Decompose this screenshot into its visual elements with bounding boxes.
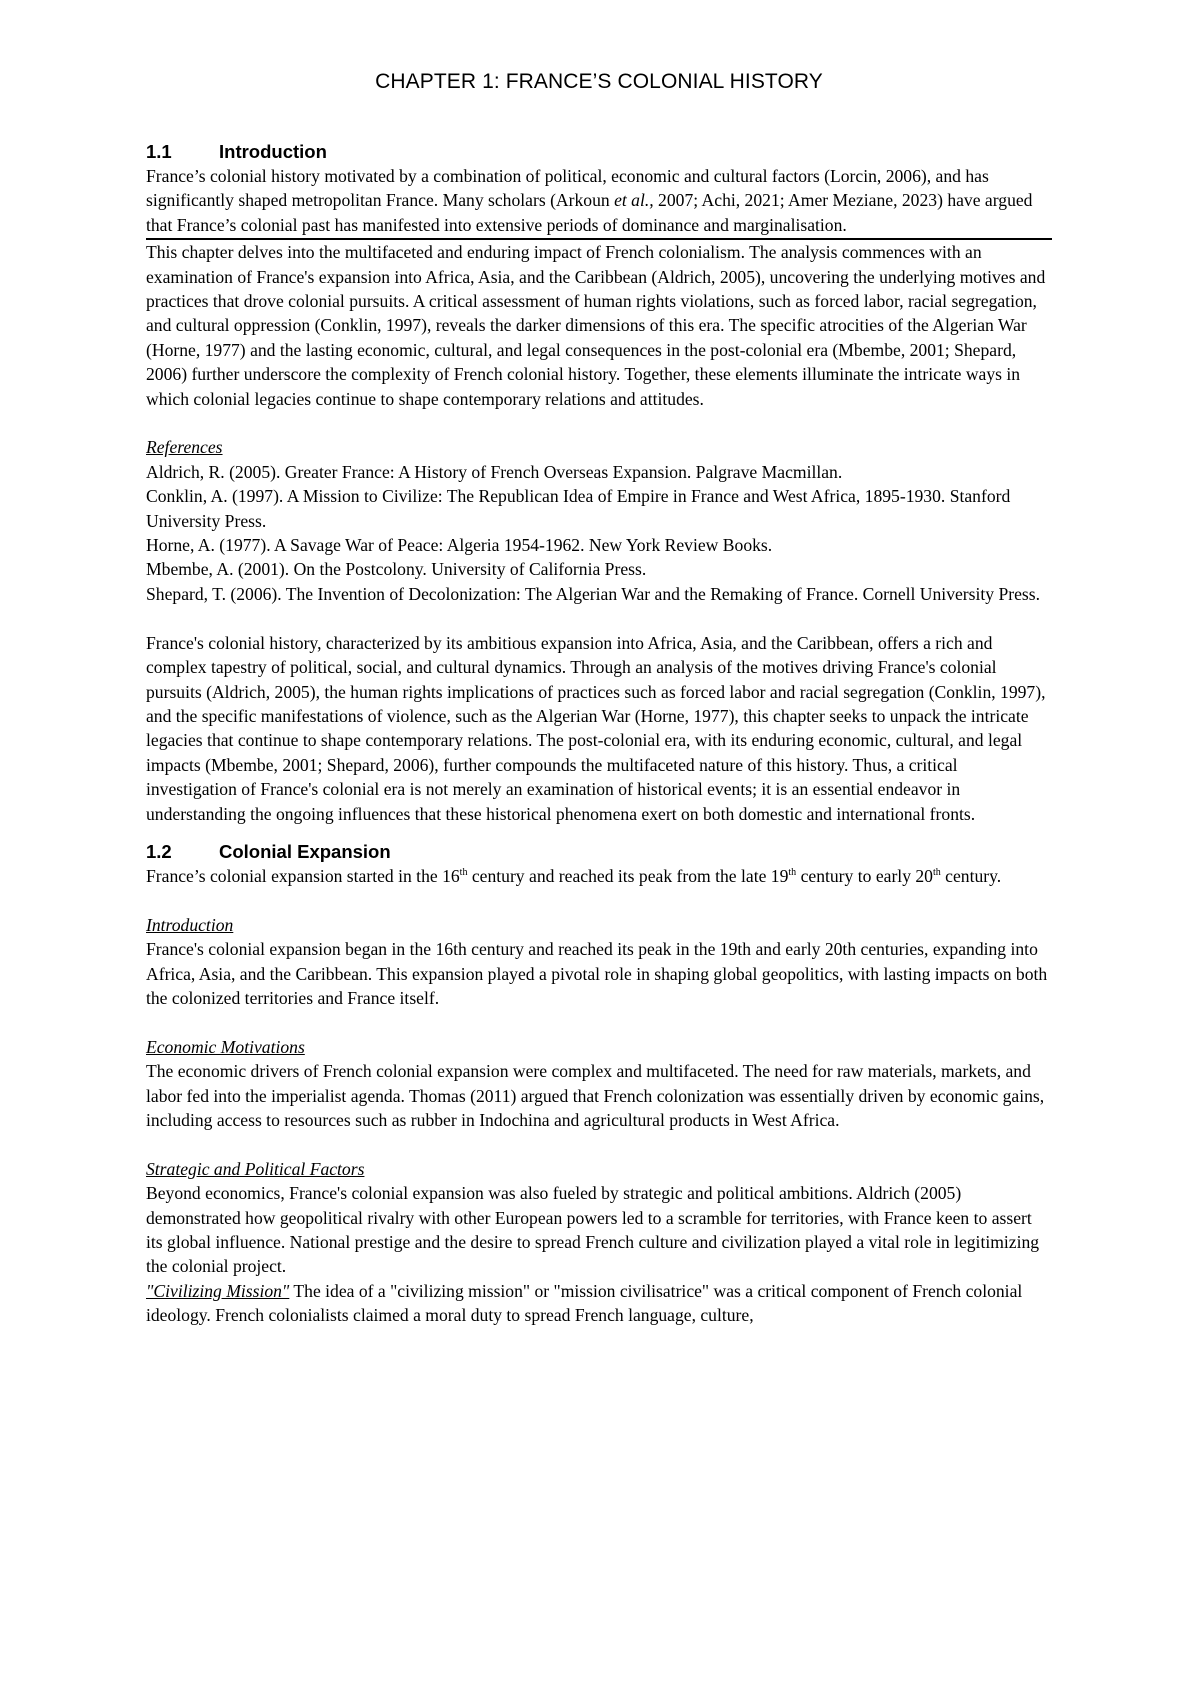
expansion-intro-paragraph: France's colonial expansion began in the 16th century and reached its peak in the 19th and early 20th centuries, expanding into Africa, Asia, and the Caribbean. This expansion played a pivotal role in shaping global geopolitics, with lasting impacts on both the colonized territories and France itself. (146, 939, 1048, 1008)
section-title: Introduction (219, 141, 327, 162)
section-number: 1.1 (146, 141, 172, 162)
references-heading: References (146, 437, 223, 458)
section-heading-colonial-expansion (146, 840, 1052, 864)
economic-paragraph: The economic drivers of French colonial expansion were complex and multifaceted. The need for raw materials, markets, and labor fed into the imperialist agenda. Thomas (2011) argued that French colonization was essentially driven by economic gains, including access to resources such as rubber in Indochina and agricultural products in West Africa. (146, 1061, 1045, 1130)
civilizing-mission-paragraph: "Civilizing Mission" The idea of a "civilizing mission" or "mission civilisatrice" was a critical component of French colonial ideology. French colonialists claimed a moral duty to spread French language, culture, (146, 1280, 1023, 1326)
reference-item: Aldrich, R. (2005). Greater France: A History of French Overseas Expansion. Palgrave Macmillan. (146, 461, 843, 482)
et-al: et al., (614, 190, 654, 211)
document-body (146, 68, 1052, 1328)
section-number: 1.2 (146, 840, 172, 862)
reference-item: Conklin, A. (1997). A Mission to Civilize: The Republican Idea of Empire in France and West Africa, 1895-1930. Stanford University Press. (146, 486, 1011, 531)
subheading-economic-motivations: Economic Motivations (146, 1036, 305, 1057)
subheading-introduction: Introduction (146, 914, 234, 935)
civilizing-mission-label: "Civilizing Mission" (146, 1280, 290, 1301)
intro-paragraph-2: This chapter delves into the multifaceted and enduring impact of French colonialism. The analysis commences with an examination of France's expansion into Africa, Asia, and the Caribbean (Aldrich, 2005), uncovering the underlying motives and practices that drove colonial pursuits. A critical assessment of human rights violations, such as forced labor, racial segregation, and cultural oppression (Conklin, 1997), reveals the darker dimensions of this era. The specific atrocities of the Algerian War (Horne, 1977) and the lasting economic, cultural, and legal consequences in the post-colonial era (Mbembe, 2001; Shepard, 2006) further underscore the complexity of French colonial history. Together, these elements illuminate the intricate ways in which colonial legacies continue to shape contemporary relations and attitudes. (146, 242, 1046, 409)
expansion-lead-paragraph: France’s colonial expansion started in the 16th century and reached its peak from the late 19th century to early 20th century. (146, 865, 1002, 886)
reference-item: Horne, A. (1977). A Savage War of Peace: Algeria 1954-1962. New York Review Books. (146, 535, 773, 556)
subheading-strategic-political: Strategic and Political Factors (146, 1158, 365, 1179)
reference-item: Shepard, T. (2006). The Invention of Decolonization: The Algerian War and the Remaking of France. Cornell University Press. (146, 583, 1041, 604)
intro-paragraph-1: France’s colonial history motivated by a combination of political, economic and cultural factors (Lorcin, 2006), and has significantly shaped metropolitan France. Many scholars (Arkoun et al., 2007; Achi, 2021; Amer Meziane, 2023) have argued that France’s colonial past has manifested into extensive periods of dominance and marginalisation. (146, 166, 1033, 235)
references-list (146, 460, 1052, 606)
reference-item: Mbembe, A. (2001). On the Postcolony. University of California Press. (146, 559, 647, 580)
section-heading-introduction (146, 140, 1052, 164)
section-title: Colonial Expansion (219, 840, 391, 862)
intro-paragraph-3: France's colonial history, characterized by its ambitious expansion into Africa, Asia, and the Caribbean, offers a rich and complex tapestry of political, social, and cultural dynamics. Through an analysis of the motives driving France's colonial pursuits (Aldrich, 2005), the human rights implications of practices such as forced labor and racial segregation (Conklin, 1997), and the specific manifestations of violence, such as the Algerian War (Horne, 1977), this chapter seeks to unpack the intricate legacies that continue to shape contemporary relations. The post-colonial era, with its enduring economic, cultural, and legal impacts (Mbembe, 2001; Shepard, 2006), further compounds the multifaceted nature of this history. Thus, a critical investigation of France's colonial era is not merely an examination of historical events; it is an essential endeavor in understanding the ongoing influences that these historical phenomena exert on both domestic and international fronts. (146, 632, 1046, 824)
strategic-paragraph: Beyond economics, France's colonial expansion was also fueled by strategic and political ambitions. Aldrich (2005) demonstrated how geopolitical rivalry with other European powers led to a scramble for territories, with France keen to assert its global influence. National prestige and the desire to spread French culture and civilization played a vital role in legitimizing the colonial project. (146, 1183, 1040, 1277)
chapter-title: CHAPTER 1: FRANCE’S COLONIAL HISTORY (375, 70, 823, 93)
